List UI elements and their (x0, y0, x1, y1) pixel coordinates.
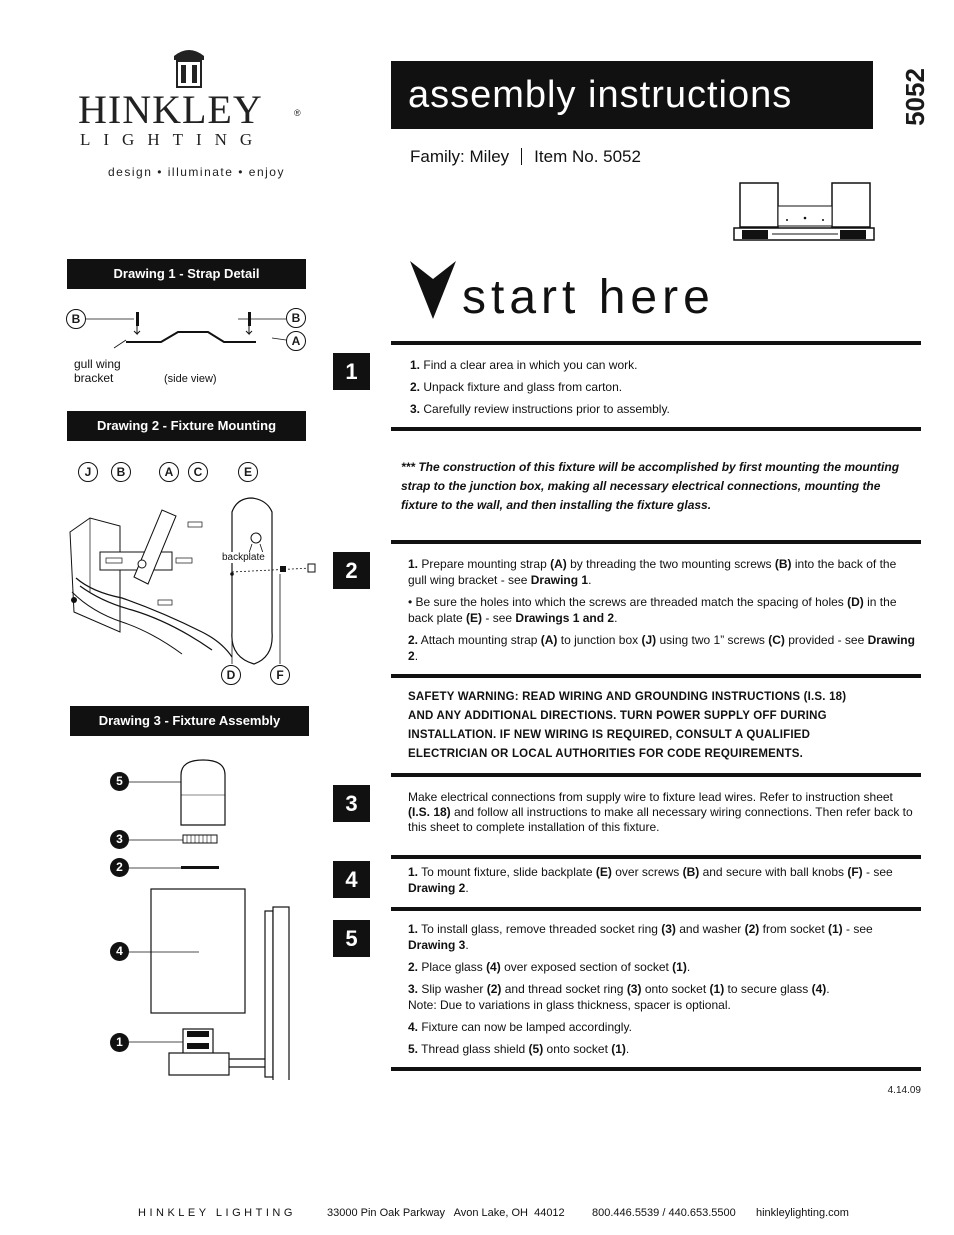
bracket-label: bracket (74, 371, 114, 385)
step-5-para: 2. Place glass (4) over exposed section of socket (1). (408, 960, 691, 974)
step-badge-3: 3 (333, 785, 370, 822)
footer-company: HINKLEY LIGHTING (138, 1207, 296, 1219)
divider-rule (391, 773, 921, 777)
brand-name: HINKLEY (78, 87, 263, 132)
callout-b: B (66, 309, 86, 329)
fixture-mounting-drawing (62, 482, 322, 672)
drawing-1-caption: Drawing 1 - Strap Detail (67, 259, 306, 289)
start-here-heading: start here (462, 271, 715, 324)
step-1-line: 3. Carefully review instructions prior to assembly. (410, 402, 670, 416)
callout-d: D (221, 665, 241, 685)
step-3-text: Make electrical connections from supply wire to fixture lead wires. Refer to instruction sheet (I.S. 18) and follow all instructions to make all necessary wiring connections. Then refer back to this sheet to complete installation of this fixture. (408, 790, 913, 834)
step-badge-5: 5 (333, 920, 370, 957)
callout-2: 2 (110, 858, 129, 877)
warning-line: INSTALLATION. IF NEW WIRING IS REQUIRED, CONSULT A QUALIFIED (408, 729, 811, 741)
step-5-para: 3. Slip washer (2) and thread socket ring (3) onto socket (1) to secure glass (4). Note: Due to variations in glass thickness, spacer is optional. (408, 982, 830, 1012)
side-view-label: (side view) (164, 373, 217, 385)
step-badge-4: 4 (333, 861, 370, 898)
item-label: Item No. 5052 (534, 147, 641, 166)
spacer-note: Note: Due to variations in glass thickness, spacer is optional. (408, 998, 731, 1012)
revision-date: 4.14.09 (887, 1085, 921, 1096)
step-2-para: • Be sure the holes into which the screws are threaded match the spacing of holes (D) in the back plate (E) - see Drawings 1 and 2. (408, 595, 897, 625)
page-title: assembly instructions (391, 61, 873, 129)
step-1-line: 1. Find a clear area in which you can work. (410, 358, 638, 372)
construction-note: *** The construction of this fixture will be accomplished by first mounting the mounting strap to the junction box, making all necessary electrical connections, mounting the fixture to the wall, and then installing the fixture glass. (401, 460, 900, 512)
strap-side-view-drawing (86, 300, 296, 355)
step-5-text (408, 921, 918, 1063)
divider (521, 148, 522, 165)
drawing-2-caption: Drawing 2 - Fixture Mounting (67, 411, 306, 441)
item-number-vertical: 5052 (900, 68, 930, 126)
divider-rule (391, 855, 921, 859)
step-5-para: 4. Fixture can now be lamped accordingly. (408, 1020, 632, 1034)
backplate-label: backplate (222, 552, 265, 563)
callout-e: E (238, 462, 258, 482)
brand-tagline: design • illuminate • enjoy (108, 165, 285, 179)
divider-rule (391, 540, 921, 544)
callout-4: 4 (110, 942, 129, 961)
divider-rule (391, 1067, 921, 1071)
callout-j: J (78, 462, 98, 482)
warning-line: AND ANY ADDITIONAL DIRECTIONS. TURN POWER SUPPLY OFF DURING (408, 710, 827, 722)
step-badge-1: 1 (333, 353, 370, 390)
divider-rule (391, 674, 921, 678)
step-4-text: 1. To mount fixture, slide backplate (E) over screws (B) and secure with ball knobs (F) - see Drawing 2. (408, 865, 893, 895)
step-2-para: 1. Prepare mounting strap (A) by threading the two mounting screws (B) into the back of the gull wing bracket - see Drawing 1. (408, 557, 897, 587)
footer-address: 33000 Pin Oak Parkway Avon Lake, OH 44012 (327, 1207, 565, 1219)
callout-b: B (111, 462, 131, 482)
step-2-para: 2. Attach mounting strap (A) to junction box (J) using two 1” screws (C) provided - see Drawing 2. (408, 633, 915, 663)
brand-logo (76, 44, 306, 184)
warning-line: ELECTRICIAN OR LOCAL AUTHORITIES FOR CODE REQUIREMENTS. (408, 748, 803, 760)
family-label: Family: Miley (410, 147, 510, 166)
brand-sub: LIGHTING (80, 130, 266, 149)
fixture-thumbnail (732, 180, 882, 246)
callout-b: B (286, 308, 306, 328)
callout-f: F (270, 665, 290, 685)
arrow-down-icon (408, 259, 458, 319)
step-5-para: 5. Thread glass shield (5) onto socket (1). (408, 1042, 630, 1056)
fixture-assembly-drawing (125, 755, 315, 1080)
callout-3: 3 (110, 830, 129, 849)
callout-1: 1 (110, 1033, 129, 1052)
drawing-3-caption: Drawing 3 - Fixture Assembly (70, 706, 309, 736)
divider-rule (391, 427, 921, 431)
callout-c: C (188, 462, 208, 482)
lantern-icon (166, 44, 212, 90)
footer-website[interactable]: hinkleylighting.com (756, 1207, 849, 1219)
step-5-para: 1. To install glass, remove threaded socket ring (3) and washer (2) from socket (1) - see Drawing 3. (408, 922, 873, 952)
step-1-text (410, 357, 910, 423)
family-line (410, 147, 641, 167)
callout-5: 5 (110, 772, 129, 791)
step-2-text (408, 556, 918, 670)
callout-a: A (286, 331, 306, 351)
safety-warning (408, 688, 918, 764)
divider-rule (391, 341, 921, 345)
divider-rule (391, 907, 921, 911)
gull-wing-label: gull wing (74, 357, 121, 371)
step-1-line: 2. Unpack fixture and glass from carton. (410, 380, 623, 394)
warning-line: SAFETY WARNING: READ WIRING AND GROUNDING INSTRUCTIONS (I.S. 18) (408, 691, 847, 703)
step-badge-2: 2 (333, 552, 370, 589)
trademark-mark: ® (294, 108, 301, 118)
footer-phone: 800.446.5539 / 440.653.5500 (592, 1207, 736, 1219)
callout-a: A (159, 462, 179, 482)
